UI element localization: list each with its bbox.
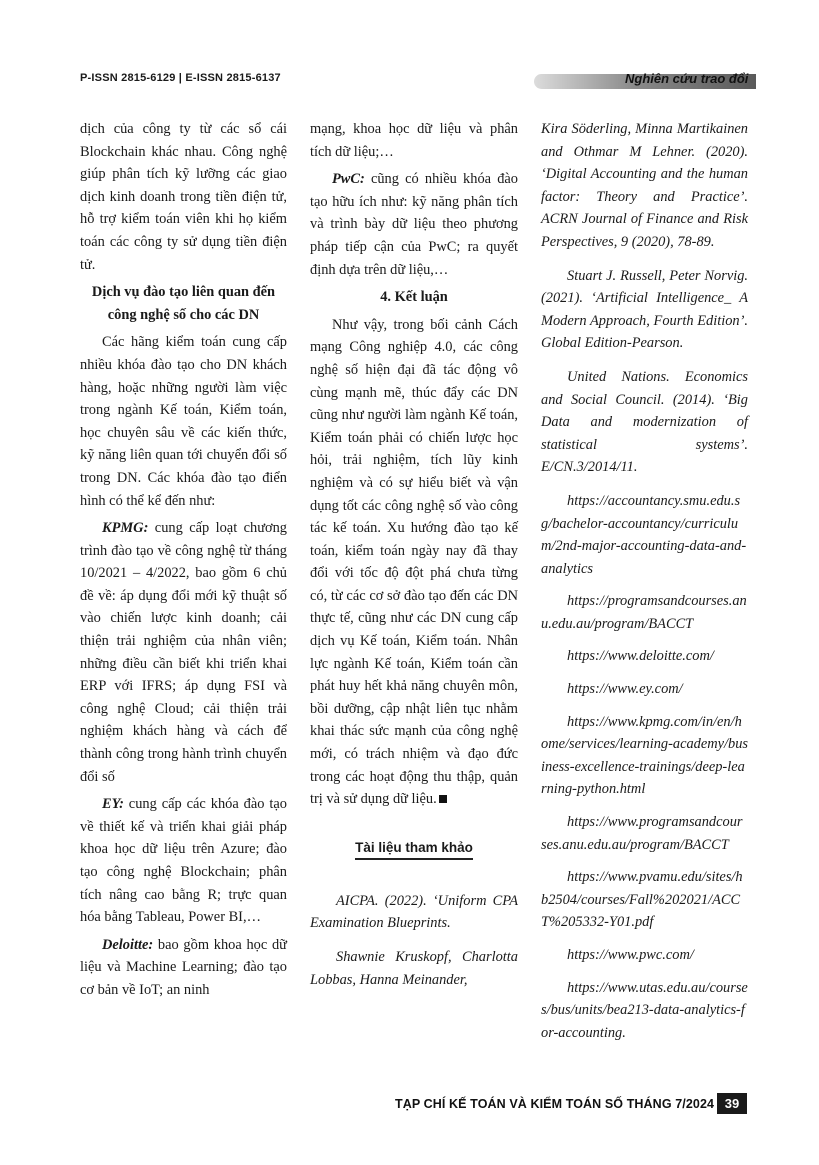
reference-item: Stuart J. Russell, Peter Norvig. (2021). ‘Artificial Intelligence_ A Modern Approach, Fourth Edition’. Global Edition-Pearson. [541,267,748,352]
conclusion-heading: 4. Kết luận [380,289,448,306]
reference-url[interactable]: https://www.ey.com/ [567,681,683,698]
paragraph: mạng, khoa học dữ liệu và phân tích dữ liệu;… [310,121,518,160]
conclusion-text: Như vậy, trong bối cảnh Cách mạng Công nghiệp 4.0, các công nghệ số hiện đại đã tác động vô cùng mạnh mẽ, thúc đẩy các DN cũng như người làm ngành Kế toán, Kiểm toán phải có chiến lược học hỏi, trải nghiệm, tích lũy kinh nghiệm và có sự hiểu biết và vận dụng tốt các công nghệ số vào công tác kế toán. Xu hướng đào tạo kế toán, kiểm toán ngày nay đã thay đổi với tốc độ đột phá chưa từng có, từ các cơ sở đào tạo đến các DN thực tế, cũng như các DN cung cấp dịch vụ Kế toán, Kiểm toán. Nhân lực ngành Kế toán, Kiểm toán cần phát huy hết khả năng chuyên môn, bồi dưỡng, cập nhật liên tục nhằm khai thác sức mạnh của công nghệ mới, có trách nhiệm và đạo đức trong các hoạt động thu thập, quản trị và sử dụng dữ liệu. [310,316,518,808]
section-heading: Dịch vụ đào tạo liên quan đến công nghệ số cho các DN [91,284,276,323]
reference-url[interactable]: https://www.pwc.com/ [567,947,694,963]
ey-text: cung cấp các khóa đào tạo về thiết kế và triển khai giải pháp khoa học dữ liệu trên Azure; đào tạo công nghệ Blockchain; phân tích nâng cao bằng R; trực quan hóa bằng Tableau, Power BI,… [80,796,287,926]
pwc-label: PwC: [332,171,365,188]
reference-item: Shawnie Kruskopf, Charlotta Lobbas, Hanna Meinander, [310,949,518,988]
reference-url[interactable]: https://www.deloitte.com/ [567,648,714,665]
kpmg-text: cung cấp loạt chương trình đào tạo về công nghệ từ tháng 10/2021 – 4/2022, bao gồm 6 chủ đề về: áp dụng đổi mới kỹ thuật số vào chiến lược kinh doanh; cải thiện trải nghiệm của nhân viên; những điều cần biết khi triển khai ERP với IFRS; áp dụng FSI và công nghệ Cloud; cải thiện trải nghiệm khách hàng và cách để thành công trong hành trình chuyển đổi số [80,520,287,785]
ey-label: EY: [102,796,124,813]
reference-item: United Nations. Economics and Social Council. (2014). ‘Big Data and modernization of statistical systems’. E/CN.3/2014/11. [541,368,748,476]
reference-url[interactable]: https://www.pvamu.edu/sites/hb2504/courses/Fall%202021/ACCT%205332-Y01.pdf [541,869,743,931]
reference-url[interactable]: https://accountancy.smu.edu.sg/bachelor-accountancy/curriculum/2nd-major-accounting-data-and-analytics [541,492,747,577]
reference-url[interactable]: https://programsandcourses.anu.edu.au/program/BACCT [541,593,747,632]
reference-url[interactable]: https://www.utas.edu.au/courses/bus/units/bea213-data-analytics-for-accounting. [541,979,748,1041]
issn-line: P-ISSN 2815-6129 | E-ISSN 2815-6137 [80,72,281,84]
paragraph-kpmg [80,517,287,788]
section-title: Nghiên cứu trao đổi [625,71,749,86]
deloitte-text: bao gồm khoa học dữ liệu và Machine Learning; đào tạo cơ bản về IoT; an ninh [80,936,287,998]
reference-url[interactable]: https://www.programsandcourses.anu.edu.au/program/BACCT [541,814,743,853]
journal-footer: TẠP CHÍ KẾ TOÁN VÀ KIỂM TOÁN SỐ THÁNG 7/2024 [395,1097,715,1111]
reference-url[interactable]: https://www.kpmg.com/in/en/home/services/learning-academy/business-excellence-trainings/deep-learning-python.html [541,713,749,798]
references-title-wrap [310,839,518,860]
reference-item: AICPA. (2022). ‘Uniform CPA Examination Blueprints. [310,892,518,932]
page-number: 39 [717,1093,747,1114]
column-2 [310,118,518,1002]
paragraph-deloitte [80,934,287,1002]
kpmg-label: KPMG: [102,520,149,537]
column-3 [541,118,748,1054]
end-mark-icon [439,795,447,803]
deloitte-label: Deloitte: [102,936,154,953]
paragraph: dịch của công ty từ các sổ cái Blockchain khác nhau. Công nghệ giúp phân tích kỹ lưỡng các giao dịch kinh doanh trong tiền điện tử, hỗ trợ kiểm toán viên khi họ kiểm toán các công ty sử dụng tiền điện tử. [80,121,287,273]
paragraph-ey [80,793,287,929]
paragraph-pwc [310,168,518,281]
pwc-text: cũng có nhiều khóa đào tạo hữu ích như: kỹ năng phân tích và trình bày dữ liệu theo phương pháp tiếp cận của PwC; ra quyết định dựa trên dữ liệu,… [310,171,518,278]
references-title: Tài liệu tham khảo [355,840,473,860]
conclusion-paragraph [310,314,518,811]
column-1 [80,118,287,1007]
reference-item: Kira Söderling, Minna Martikainen and Othmar M Lehner. (2020). ‘Digital Accounting and the human factor: Theory and Practice’. ACRN Journal of Finance and Risk Perspectives, 9 (2020), 78-89. [541,121,748,250]
paragraph: Các hãng kiểm toán cung cấp nhiều khóa đào tạo cho DN khách hàng, hoặc những người làm việc trong ngành Kế toán, Kiểm toán, học chuyên sâu về các kiến thức, kỹ năng liên quan tới chuyển đổi số trong DN. Các khóa đào tạo điển hình có thể kể đến như: [80,334,287,509]
